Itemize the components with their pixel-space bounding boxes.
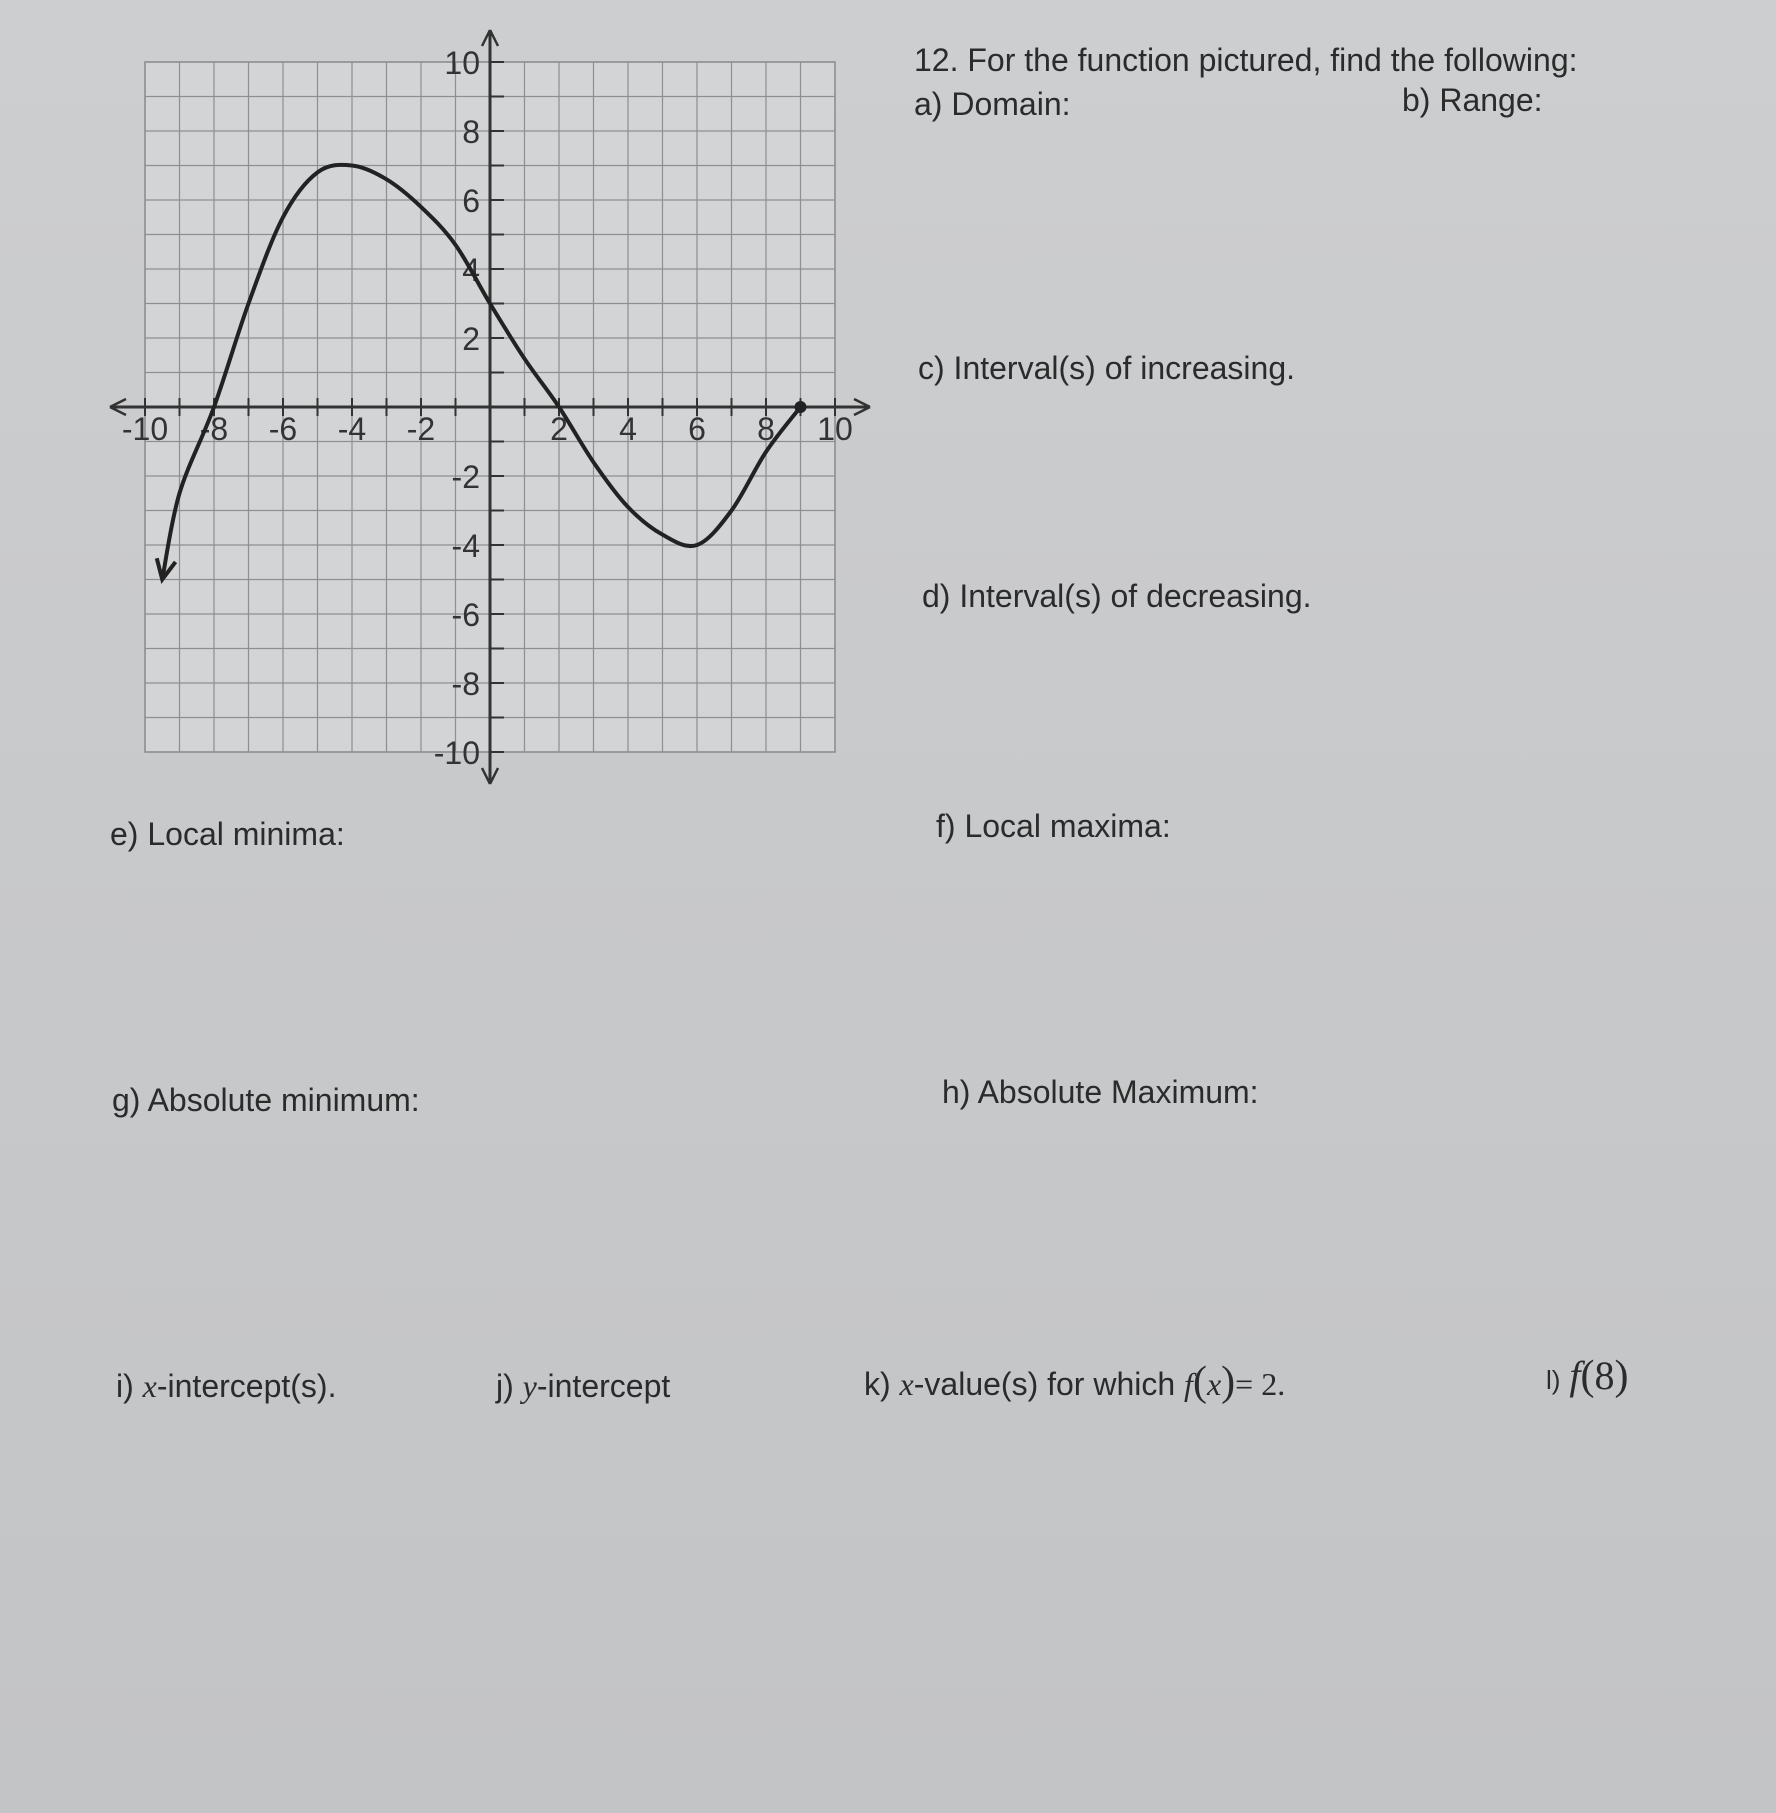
x-tick-label: -8 (199, 411, 229, 447)
question-i-x-intercepts (116, 1368, 336, 1405)
question-e-local-minima: e) Local minima: (110, 816, 345, 852)
x-tick-label: 10 (817, 411, 853, 447)
x-tick-label: -4 (337, 411, 367, 447)
question-j-text: -intercept (536, 1368, 671, 1404)
y-tick-label: 10 (444, 45, 480, 81)
y-tick-label: 4 (462, 252, 480, 288)
x-tick-label: -6 (268, 411, 298, 447)
question-k-label: k) (864, 1366, 891, 1402)
x-tick-label: -2 (406, 411, 436, 447)
question-j-label: j) (496, 1368, 514, 1404)
question-l-f-of-8 (1546, 1352, 1628, 1400)
question-title: 12. For the function pictured, find the following: (914, 42, 1578, 78)
question-k-equation: = 2. (1235, 1366, 1286, 1402)
y-tick-label: -10 (433, 735, 480, 771)
x-tick-label: 6 (688, 411, 706, 447)
question-k-argument: x (1206, 1366, 1222, 1402)
question-a-domain: a) Domain: (914, 86, 1071, 122)
question-i-text: -intercept(s). (156, 1368, 337, 1404)
y-tick-label: -8 (451, 666, 480, 702)
question-l-function: f (1569, 1353, 1581, 1398)
question-f-local-maxima: f) Local maxima: (936, 808, 1171, 844)
question-k-open-paren: ( (1192, 1359, 1207, 1405)
function-graph (0, 0, 1776, 820)
x-tick-label: 8 (757, 411, 775, 447)
y-tick-label: 8 (462, 114, 480, 150)
question-l-close-paren: ) (1614, 1353, 1629, 1399)
x-tick-label: -10 (121, 411, 169, 447)
question-k-function: f (1184, 1366, 1193, 1402)
y-tick-label: -2 (451, 459, 480, 495)
question-l-argument: 8 (1594, 1353, 1615, 1398)
y-tick-label: 6 (462, 183, 480, 219)
question-d-decreasing: d) Interval(s) of decreasing. (922, 578, 1312, 614)
question-l-label: l) (1546, 1365, 1561, 1395)
y-tick-label: -4 (451, 528, 480, 564)
question-h-absolute-maximum: h) Absolute Maximum: (942, 1074, 1259, 1110)
curve-endpoint-dot (795, 401, 807, 413)
question-g-absolute-minimum: g) Absolute minimum: (112, 1082, 420, 1118)
y-tick-label: -6 (451, 597, 480, 633)
x-tick-label: 4 (619, 411, 637, 447)
question-j-y-intercept (496, 1368, 670, 1405)
x-tick-label: 2 (550, 411, 568, 447)
question-l-open-paren: ( (1580, 1353, 1595, 1399)
question-i-variable: x (142, 1368, 157, 1404)
question-k-text: -value(s) for which (913, 1366, 1176, 1402)
question-j-variable: y (522, 1368, 537, 1404)
question-k-x-values (864, 1358, 1285, 1406)
question-i-label: i) (116, 1368, 134, 1404)
question-k-variable: x (899, 1366, 914, 1402)
question-k-close-paren: ) (1221, 1359, 1236, 1405)
question-b-range: b) Range: (1402, 82, 1543, 118)
question-c-increasing: c) Interval(s) of increasing. (918, 350, 1296, 386)
y-tick-label: 2 (462, 321, 480, 357)
